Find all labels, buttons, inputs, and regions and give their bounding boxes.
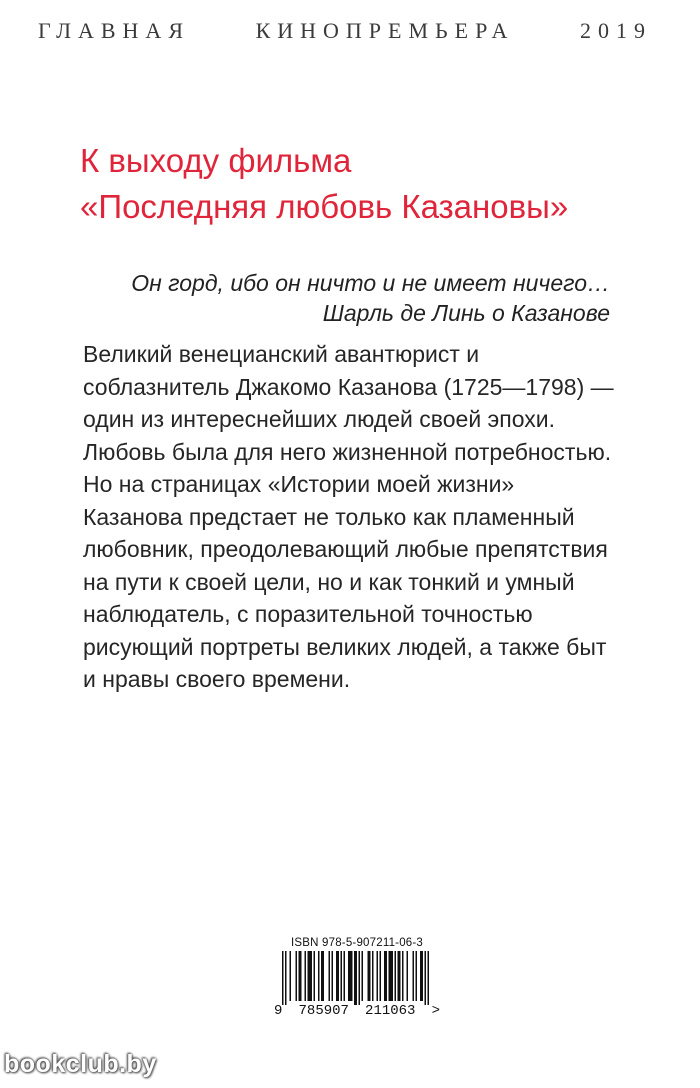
description-line: любовник, преодолевающий любые препятствия <box>83 536 608 562</box>
series-word-kinopremiera: КИНОПРЕМЬЕРА <box>255 18 515 43</box>
description-line: Но на страницах «Истории моей жизни» <box>83 471 515 497</box>
description-line: Великий венецианский авантюрист и <box>83 341 480 367</box>
description-line: Казанова предстает не только как пламенный <box>83 503 575 530</box>
headline <box>80 138 660 230</box>
epigraph-author: Шарль де Линь о Казанове <box>322 300 610 326</box>
description-line: наблюдатель, с поразительной точностью <box>83 601 533 627</box>
isbn-label: ISBN 978-5-907211-06-3 <box>290 937 424 949</box>
series-title <box>0 18 700 44</box>
headline-line-1: К выходу фильма <box>80 142 352 179</box>
description-line: рисующий портреты великих людей, а также быт <box>83 633 607 660</box>
description-line: соблазнитель Джакомо Казанова (1725—1798) — <box>83 373 614 400</box>
barcode-digit-prefix: 9 <box>274 1003 283 1019</box>
description-line: и нравы своего времени. <box>83 666 351 692</box>
description-line: Любовь была для него жизненной потребностью. <box>83 438 612 465</box>
description-line: один из интереснейших людей своей эпохи. <box>83 406 556 432</box>
barcode-digit-group-2: 211063 <box>365 1003 416 1019</box>
series-word-glavnaya: ГЛАВНАЯ <box>38 18 190 43</box>
epigraph-quote: Он горд, ибо он ничто и не имеет ничего… <box>131 270 610 296</box>
barcode-digits <box>272 1003 442 1019</box>
isbn-block <box>272 936 442 1031</box>
barcode-digit-end: > <box>431 1003 440 1019</box>
watermark-logo: bookclub.by <box>4 1050 157 1078</box>
barcode-digit-group-1: 785907 <box>298 1003 349 1019</box>
epigraph <box>50 268 610 328</box>
description-line: на пути к своей цели, но и как тонкий и умный <box>83 568 575 595</box>
barcode-icon <box>272 951 442 1005</box>
description <box>83 338 623 696</box>
headline-line-2: «Последняя любовь Казановы» <box>80 188 569 225</box>
series-year: 2019 <box>580 18 652 43</box>
